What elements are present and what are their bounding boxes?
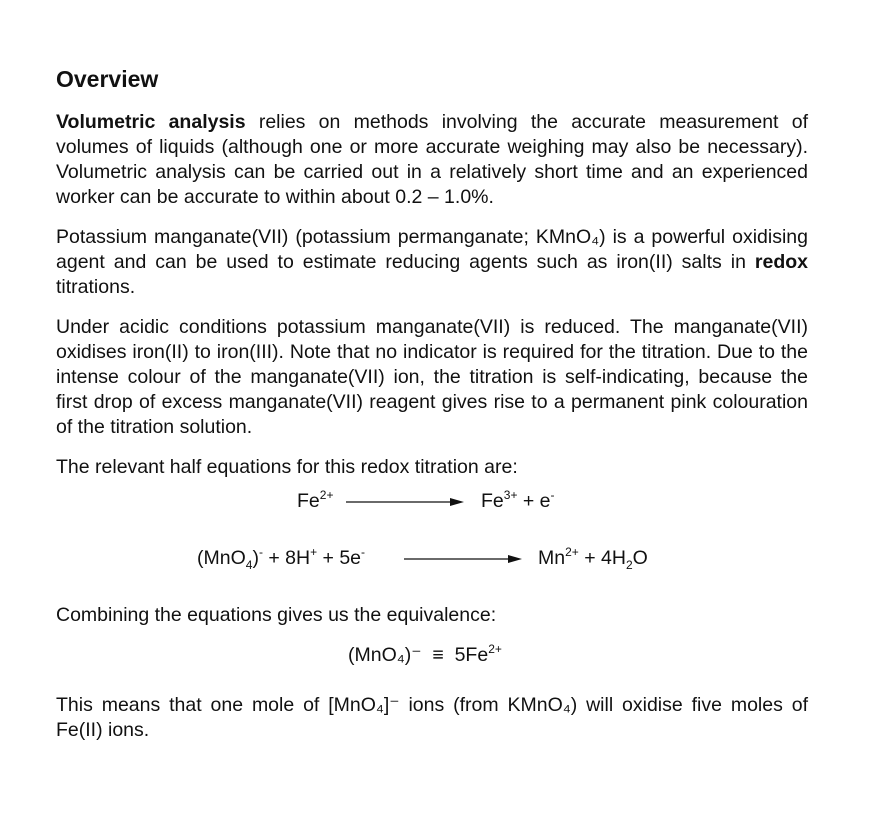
paragraph-text: This means that one mole of [MnO₄]⁻ ions (from KMnO₄) will oxidise five moles of Fe(II) ions. bbox=[56, 694, 808, 741]
paragraph-half-equations-intro bbox=[56, 455, 808, 480]
paragraph-volumetric-analysis bbox=[56, 110, 808, 210]
paragraph-text: The relevant half equations for this redox titration are: bbox=[56, 456, 518, 478]
eq2-lhs: (MnO$_4$)- + 8H+ + 5e- bbox=[197, 544, 366, 572]
term-volumetric-analysis: Volumetric analysis bbox=[56, 111, 246, 133]
eq1-lhs: $Fe^{2+}$ bbox=[297, 487, 334, 512]
paragraph-text: Combining the equations gives us the equivalence: bbox=[56, 604, 497, 626]
paragraph-acidic-conditions bbox=[56, 315, 808, 440]
term-redox: redox bbox=[754, 251, 808, 273]
equivalence-symbol: ≡ bbox=[432, 644, 444, 666]
paragraph-potassium-manganate bbox=[56, 225, 808, 300]
eq3-equivalence: $(MnO_4)^- \equiv 5Fe^{2+}$ bbox=[348, 641, 502, 666]
paragraph-text: Potassium manganate(VII) (potassium permanganate; KMnO₄) is a powerful oxidising agent and can be used to estimate reducing agents such as iron(II) salts in bbox=[56, 226, 808, 273]
section-heading: Overview bbox=[56, 66, 159, 92]
eq2-rhs: $Mn^{2+} + 4H_2O$ bbox=[538, 544, 648, 572]
eq1-arrow-icon bbox=[346, 497, 464, 507]
eq2-arrow-icon bbox=[404, 554, 522, 564]
paragraph-text: titrations. bbox=[56, 276, 136, 298]
paragraph-text: Under acidic conditions potassium manganate(VII) is reduced. The manganate(VII) oxidises iron(II) to iron(III). Note that no indicator is required for the titration. Due to the intense colour of the manganate(VII) ion, the titration is self-indicating, because the first drop of excess manganate(VII) reagent gives rise to a permanent pink colouration of the titration solution. bbox=[56, 316, 808, 438]
paragraph-combining bbox=[56, 603, 808, 628]
eq1-rhs: $Fe^{3+} + e^-$ bbox=[481, 487, 555, 512]
paragraph-conclusion bbox=[56, 693, 808, 743]
paragraph-text: relies on methods involving the accurate measurement of volumes of liquids (although one or more accurate weighing may also be necessary). Volumetric analysis can be carried out in a relatively short time and an experienced worker can be accurate to within about 0.2 – 1.0%. bbox=[56, 111, 808, 208]
